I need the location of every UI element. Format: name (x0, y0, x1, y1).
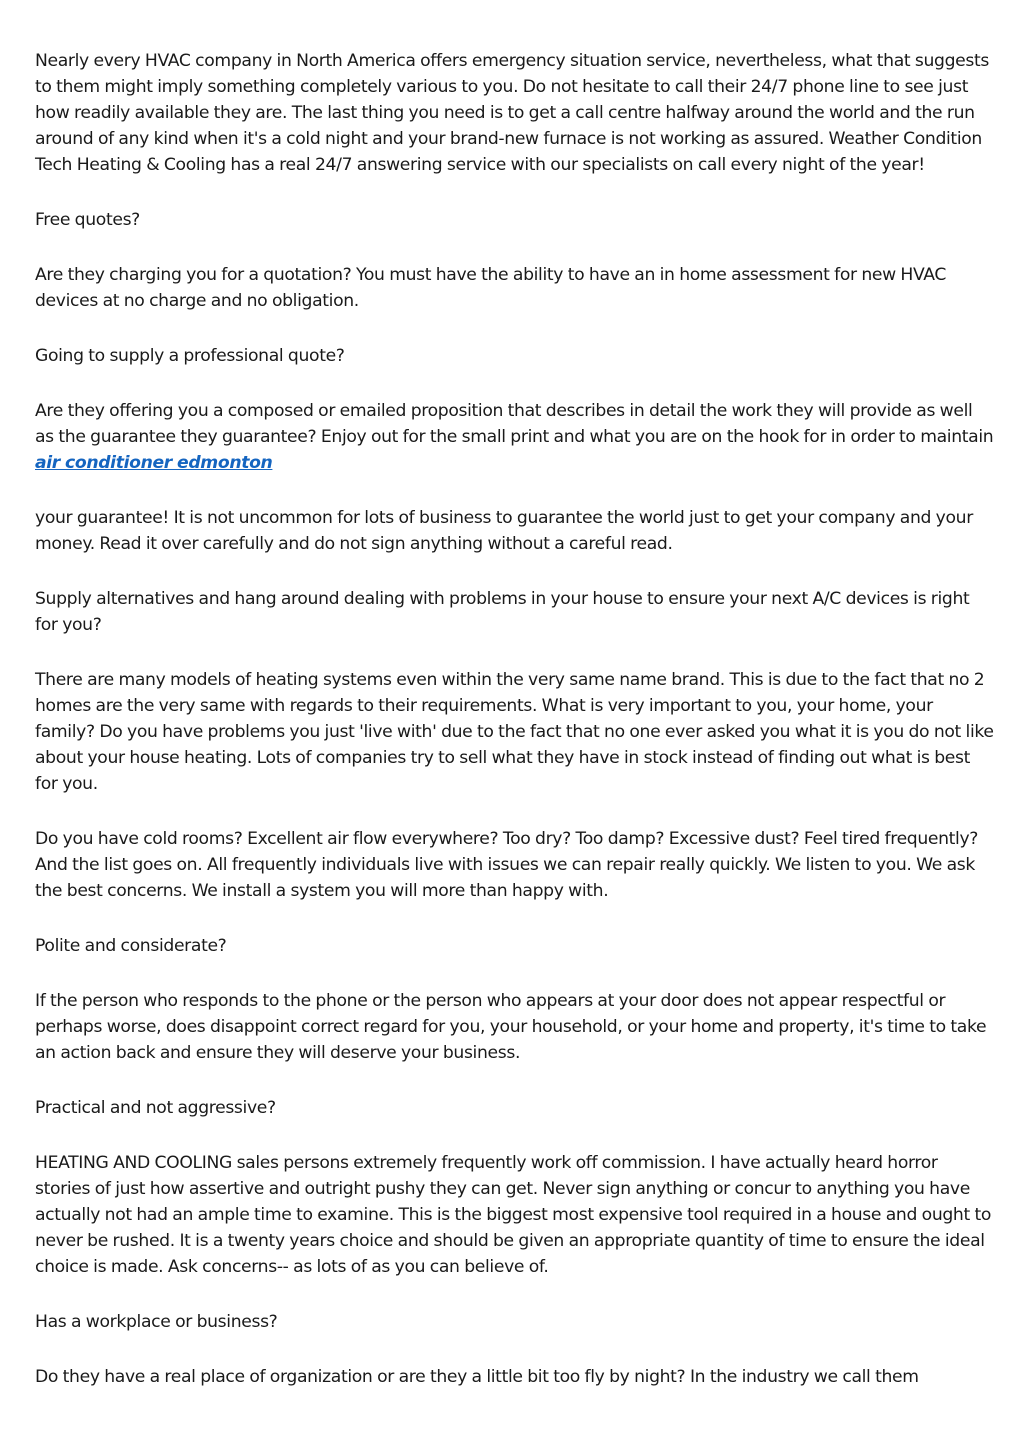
paragraph-emergency-service: Nearly every HVAC company in North America offers emergency situation service, nevertheless, what that suggests to them might imply something completely various to you. Do not hesitate to call their 24/7 phone line to see just how readily available they are. The last thing you need is to get a call centre halfway around the world and the run around of any kind when it's a cold night and your brand-new furnace is not working as assured. Weather Condition Tech Heating & Cooling has a real 24/7 answering service with our specialists on call every night of the year! (35, 51, 990, 175)
paragraph-proposition (35, 398, 995, 476)
paragraph-polite: Polite and considerate? (35, 936, 227, 956)
paragraph-proposition-text: Are they offering you a composed or emailed proposition that describes in detail the work they will provide as well as the guarantee they guarantee? Enjoy out for the small print and what you are on the hook for in order to maintain (35, 401, 994, 447)
paragraph-heating-models: There are many models of heating systems even within the very same name brand. This is due to the fact that no 2 homes are the very same with regards to their requirements. What is very important to you, your home, your family? Do you have problems you just 'live with' due to the fact that no one ever asked you what it is you do not like about your house heating. Lots of companies try to sell what they have in stock instead of finding out what is best for you. (35, 670, 994, 794)
paragraph-professional-quote: Going to supply a professional quote? (35, 346, 345, 366)
air-conditioner-edmonton-link[interactable]: air conditioner edmonton (35, 453, 273, 473)
paragraph-quotation-charge: Are they charging you for a quotation? You must have the ability to have an in home assessment for new HVAC devices at no charge and no obligation. (35, 265, 947, 311)
paragraph-supply-alternatives: Supply alternatives and hang around dealing with problems in your house to ensure your next A/C devices is right for you? (35, 589, 970, 635)
document-body (35, 48, 995, 1419)
paragraph-guarantee: your guarantee! It is not uncommon for lots of business to guarantee the world just to get your company and your money. Read it over carefully and do not sign anything without a careful read. (35, 508, 973, 554)
paragraph-free-quotes: Free quotes? (35, 210, 140, 230)
paragraph-sales-commission: HEATING AND COOLING sales persons extremely frequently work off commission. I have actually heard horror stories of just how assertive and outright pushy they can get. Never sign anything or concur to anything you have actually not had an ample time to examine. This is the biggest most expensive tool required in a house and ought to never be rushed. It is a twenty years choice and should be given an appropriate quantity of time to ensure the ideal choice is made. Ask concerns-- as lots of as you can believe of. (35, 1153, 992, 1277)
paragraph-respect: If the person who responds to the phone or the person who appears at your door does not appear respectful or perhaps worse, does disappoint correct regard for you, your household, or your home and property, it's time to take an action back and ensure they will deserve your business. (35, 991, 987, 1063)
paragraph-cold-rooms: Do you have cold rooms? Excellent air flow everywhere? Too dry? Too damp? Excessive dust? Feel tired frequently? And the list goes on. All frequently individuals live with issues we can repair really quickly. We listen to you. We ask the best concerns. We install a system you will more than happy with. (35, 829, 979, 901)
paragraph-practical: Practical and not aggressive? (35, 1098, 276, 1118)
paragraph-workplace: Has a workplace or business? (35, 1312, 278, 1332)
paragraph-real-place: Do they have a real place of organization or are they a little bit too fly by night? In the industry we call them (35, 1367, 919, 1387)
